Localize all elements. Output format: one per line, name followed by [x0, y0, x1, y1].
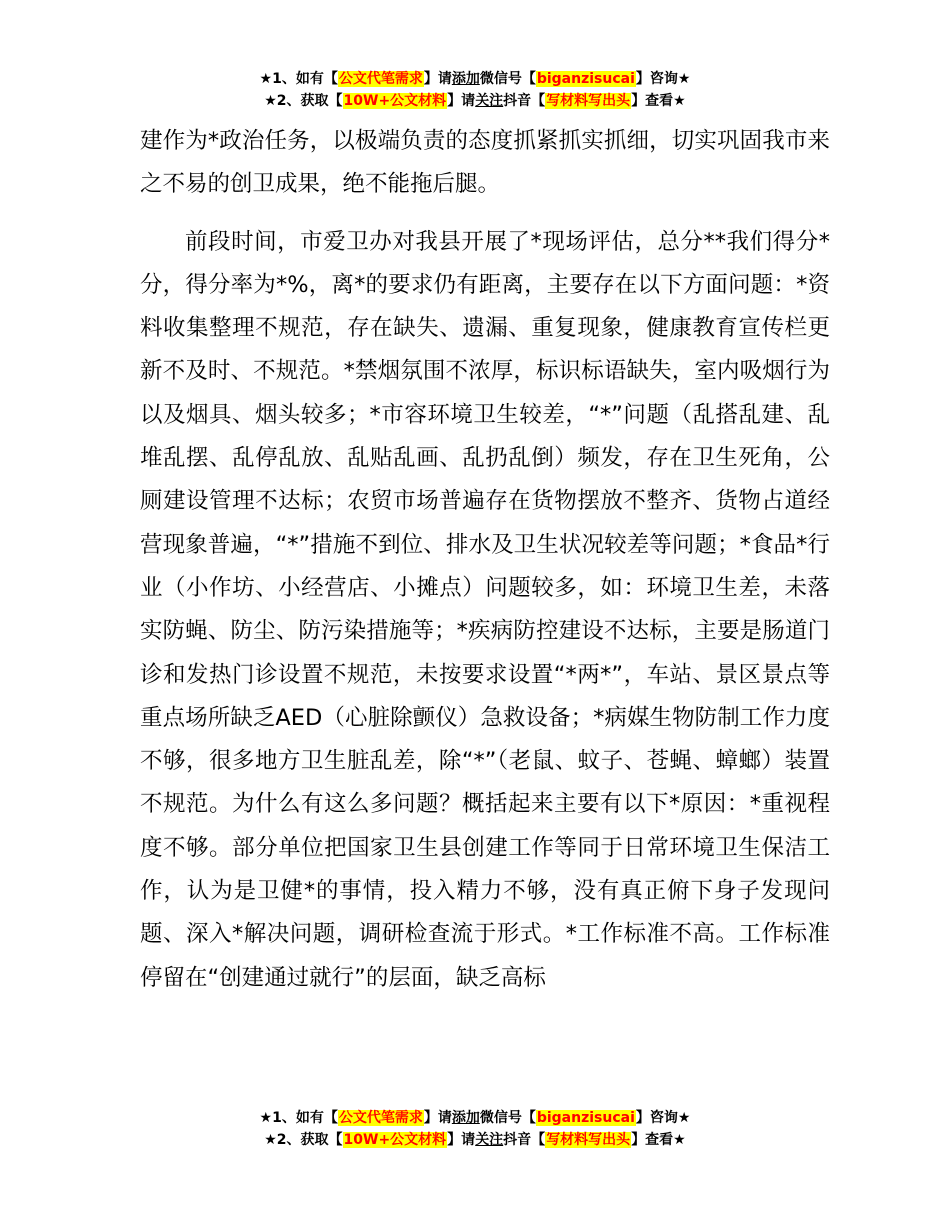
document-body — [140, 120, 830, 1000]
paragraph-2: 前段时间，市爱卫办对我县开展了*现场评估，总分**我们得分*分，得分率为*%，离*的要求仍有距离，主要存在以下方面问题：*资料收集整理不规范，存在缺失、遗漏、重复现象，健康教育宣传栏更新不及时、不规范。*禁烟氛围不浓厚，标识标语缺失，室内吸烟行为以及烟具、烟头较多；*市容环境卫生较差，“*”问题（乱搭乱建、乱堆乱摆、乱停乱放、乱贴乱画、乱扔乱倒）频发，存在卫生死角，公厕建设管理不达标；农贸市场普遍存在货物摆放不整齐、货物占道经营现象普遍，“*”措施不到位、排水及卫生状况较差等问题；*食品*行业（小作坊、小经营店、小摊点）问题较多，如：环境卫生差，未落实防蝇、防尘、防污染措施等；*疾病防控建设不达标，主要是肠道门诊和发热门诊设置不规范，未按要求设置“*两*”，车站、景区景点等重点场所缺乏AED（心脏除颤仪）急救设备；*病媒生物防制工作力度不够，很多地方卫生脏乱差，除“*”（老鼠、蚊子、苍蝇、蟑螂）装置不规范。为什么有这么多问题？概括起来主要有以下*原因：*重视程度不够。部分单位把国家卫生县创建工作等同于日常环境卫生保洁工作，认为是卫健*的事情，投入精力不够，没有真正俯下身子发现问题、深入*解决问题，调研检查流于形式。*工作标准不高。工作标准停留在“创建通过就行”的层面，缺乏高标 — [140, 228, 830, 991]
highlight-materials: 10W+公文材料 — [343, 93, 447, 109]
underlined-text: 关注 — [475, 1132, 504, 1148]
banner-text: 】请 — [447, 1132, 476, 1148]
banner-text: 抖音【 — [503, 93, 546, 109]
underlined-text: 关注 — [475, 93, 504, 109]
banner-line-1 — [0, 68, 950, 90]
highlight-wechat-id: biganzisucai — [536, 1110, 635, 1126]
banner-text: 】请 — [423, 1110, 452, 1126]
banner-text: 】查看★ — [631, 93, 686, 109]
banner-text: ★2、获取【 — [264, 93, 343, 109]
banner-text: 】请 — [447, 93, 476, 109]
banner-line-2 — [0, 1129, 950, 1151]
banner-text: ★2、获取【 — [264, 1132, 343, 1148]
highlight-wechat-id: biganzisucai — [536, 71, 635, 87]
underlined-text: 添加 — [451, 1110, 480, 1126]
banner-text: 】请 — [423, 71, 452, 87]
footer-banner — [0, 1107, 950, 1151]
banner-text: 抖音【 — [503, 1132, 546, 1148]
banner-text: 微信号【 — [479, 71, 536, 87]
paragraph-1: 建作为*政治任务，以极端负责的态度抓紧抓实抓细，切实巩固我市来之不易的创卫成果，绝不能拖后腿。 — [140, 128, 830, 198]
banner-text: 微信号【 — [479, 1110, 536, 1126]
header-banner — [0, 68, 950, 112]
banner-text: ★1、如有【 — [259, 1110, 338, 1126]
highlight-douyin-id: 写材料写出头 — [546, 93, 631, 109]
banner-text: ★1、如有【 — [259, 71, 338, 87]
underlined-text: 添加 — [451, 71, 480, 87]
banner-line-1 — [0, 1107, 950, 1129]
highlight-douyin-id: 写材料写出头 — [546, 1132, 631, 1148]
banner-text: 】查看★ — [631, 1132, 686, 1148]
banner-line-2 — [0, 90, 950, 112]
banner-text: 】咨询★ — [635, 1110, 691, 1126]
highlight-service: 公文代笔需求 — [338, 71, 423, 87]
banner-text: 】咨询★ — [635, 71, 691, 87]
highlight-service: 公文代笔需求 — [338, 1110, 423, 1126]
highlight-materials: 10W+公文材料 — [343, 1132, 447, 1148]
